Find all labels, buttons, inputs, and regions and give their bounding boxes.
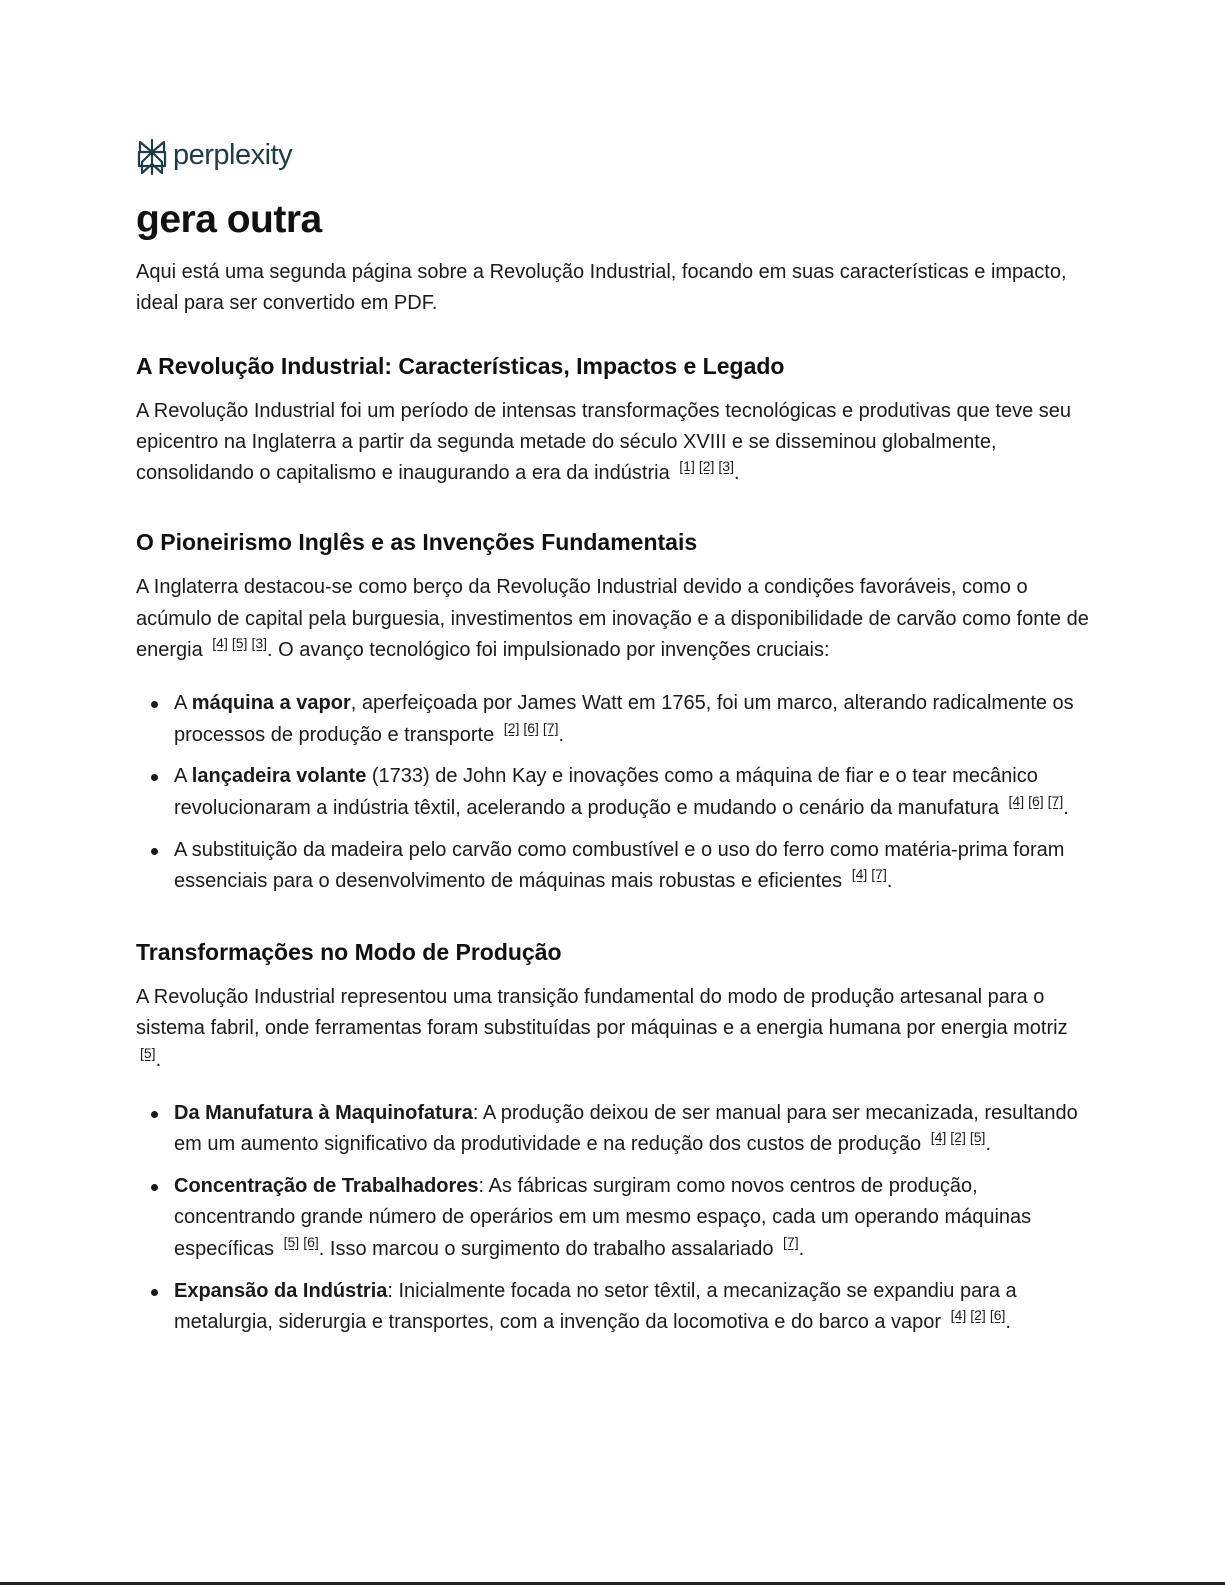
intro-paragraph: Aqui está uma segunda página sobre a Revolução Industrial, focando em suas características e impacto, ideal para ser convertido em PDF. bbox=[136, 261, 1067, 315]
citation-link[interactable]: [4] bbox=[851, 865, 868, 882]
section-heading-1: A Revolução Industrial: Características, Impactos e Legado bbox=[136, 352, 785, 379]
section-3-paragraph bbox=[136, 982, 1091, 1076]
paragraph-end: . bbox=[155, 1048, 162, 1071]
citation-link[interactable]: [2] bbox=[950, 1129, 966, 1146]
list-item bbox=[174, 761, 1091, 824]
bullet-bold-term: lançadeira volante bbox=[191, 765, 367, 788]
list-item bbox=[174, 688, 1091, 751]
citation-link[interactable]: [3] bbox=[718, 458, 734, 475]
citation-link[interactable]: [2] bbox=[970, 1306, 986, 1323]
bullet-pre: A bbox=[174, 692, 192, 715]
perplexity-logo-icon bbox=[136, 137, 168, 177]
paragraph-text: A Inglaterra destacou-se como berço da Revolução Industrial devido a condições favoráveis, como o acúmulo de capital pela burguesia, investimentos em inovação e a disponibilidade de carvão como fonte de energia bbox=[136, 576, 1089, 662]
list-item bbox=[174, 1098, 1091, 1161]
brand-name: perplexity bbox=[173, 138, 293, 171]
bullet-end: . bbox=[798, 1237, 805, 1260]
citation-link[interactable]: [4] bbox=[950, 1306, 967, 1323]
bullet-bold-term: Concentração de Trabalhadores bbox=[174, 1175, 479, 1198]
citation-link[interactable]: [6] bbox=[523, 719, 539, 736]
section-heading-2: O Pioneirismo Inglês e as Invenções Fundamentais bbox=[136, 529, 698, 556]
citation-link[interactable]: [7] bbox=[783, 1233, 799, 1250]
citation-link[interactable]: [6] bbox=[1028, 792, 1044, 809]
citation-link[interactable]: [7] bbox=[1047, 792, 1064, 809]
paragraph-end: . bbox=[734, 462, 740, 485]
citation-link[interactable]: [7] bbox=[871, 865, 887, 882]
brand-header bbox=[136, 134, 1091, 180]
bullet-end: . bbox=[1063, 796, 1069, 819]
section-2-bullet-list bbox=[136, 688, 1091, 897]
bullet-bold-term: Da Manufatura à Maquinofatura bbox=[174, 1102, 473, 1125]
bullet-text: A substituição da madeira pelo carvão como combustível e o uso do ferro como matéria-prima foram essenciais para o desenvolvimento de máquinas mais robustas e eficientes bbox=[174, 838, 1065, 892]
bullet-text: , aperfeiçoada por James Watt em 1765, foi um marco, alterando radicalmente os processos de produção e transporte bbox=[174, 692, 1074, 746]
bullet-end: . bbox=[886, 869, 893, 892]
citation-link[interactable]: [6] bbox=[989, 1306, 1006, 1323]
citation-link[interactable]: [4] bbox=[1008, 792, 1025, 809]
list-item bbox=[174, 835, 1091, 898]
citation-link[interactable]: [4] bbox=[212, 635, 228, 652]
bullet-mid: . Isso marcou o surgimento do trabalho assalariado bbox=[318, 1237, 774, 1260]
bullet-bold-term: máquina a vapor bbox=[191, 692, 351, 715]
bullet-bold-term: Expansão da Indústria bbox=[174, 1279, 388, 1302]
list-item bbox=[174, 1276, 1091, 1339]
bullet-text: : As fábricas surgiram como novos centros de produção, concentrando grande número de operários em um mesmo espaço, cada um operando máquinas específicas bbox=[174, 1175, 1032, 1260]
citation-link[interactable]: [5] bbox=[231, 635, 248, 652]
paragraph-end: . O avanço tecnológico foi impulsionado por invenções cruciais: bbox=[267, 639, 830, 662]
citation-link[interactable]: [5] bbox=[140, 1044, 156, 1061]
paragraph-text: A Revolução Industrial representou uma transição fundamental do modo de produção artesanal para o sistema fabril, onde ferramentas foram substituídas por máquinas e a energia humana por energia motriz bbox=[136, 986, 1068, 1040]
section-3-bullet-list bbox=[136, 1098, 1091, 1338]
bullet-end: . bbox=[558, 723, 565, 746]
citation-link[interactable]: [5] bbox=[969, 1129, 986, 1146]
document-page bbox=[136, 134, 1091, 1349]
section-heading-3: Transformações no Modo de Produção bbox=[136, 939, 562, 966]
bullet-text: : Inicialmente focada no setor têxtil, a mecanização se expandiu para a metalurgia, siderurgia e transportes, com a invenção da locomotiva e do barco a vapor bbox=[174, 1279, 1017, 1333]
section-2-paragraph bbox=[136, 572, 1091, 666]
bullet-text: (1733) de John Kay e inovações como a máquina de fiar e o tear mecânico revolucionaram a indústria têxtil, acelerando a produção e mudando o cenário da manufatura bbox=[174, 765, 1038, 819]
bullet-end: . bbox=[985, 1133, 991, 1156]
citation-link[interactable]: [2] bbox=[503, 719, 520, 736]
bullet-pre: A bbox=[174, 765, 192, 788]
page-title: gera outra bbox=[136, 198, 322, 241]
citation-link[interactable]: [4] bbox=[930, 1129, 947, 1146]
citation-link[interactable]: [6] bbox=[303, 1233, 319, 1250]
paragraph-text: A Revolução Industrial foi um período de intensas transformações tecnológicas e produtivas que teve seu epicentro na Inglaterra a partir da segunda metade do século XVIII e se disseminou globalmente, consolidando o capitalismo e inaugurando a era da indústria bbox=[136, 399, 1071, 485]
citation-link[interactable]: [3] bbox=[251, 635, 268, 652]
citation-link[interactable]: [7] bbox=[542, 719, 559, 736]
citation-link[interactable]: [1] bbox=[679, 458, 695, 475]
citation-link[interactable]: [5] bbox=[283, 1233, 300, 1250]
bullet-text: : A produção deixou de ser manual para ser mecanizada, resultando em um aumento significativo da produtividade e na redução dos custos de produção bbox=[174, 1102, 1078, 1156]
bullet-end: . bbox=[1005, 1310, 1011, 1333]
section-1-paragraph bbox=[136, 396, 1091, 490]
list-item bbox=[174, 1171, 1091, 1265]
citation-link[interactable]: [2] bbox=[698, 458, 715, 475]
